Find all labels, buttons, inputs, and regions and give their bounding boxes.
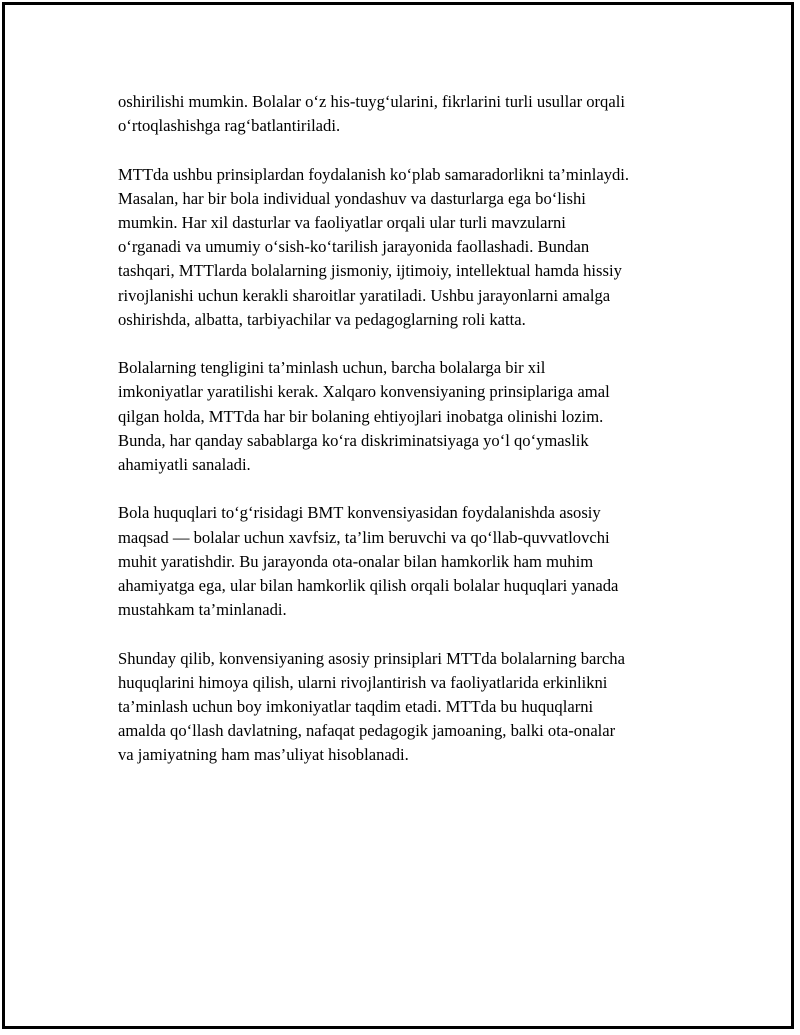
text-line: ahamiyatli sanaladi. [118, 455, 251, 475]
paragraph-5 [118, 647, 718, 768]
text-line: amalda qo‘llash davlatning, nafaqat pedagogik jamoaning, balki ota-onalar [118, 721, 616, 741]
text-line: Bolalarning tengligini ta’minlash uchun, barcha bolalarga bir xil [118, 358, 546, 378]
paragraph-2 [118, 163, 718, 332]
text-line: tashqari, MTTlarda bolalarning jismoniy, ijtimoiy, intellektual hamda hissiy [118, 261, 622, 281]
text-line: imkoniyatlar yaratilishi kerak. Xalqaro konvensiyaning prinsiplariga amal [118, 382, 610, 402]
document-body [118, 90, 718, 792]
text-line: qilgan holda, MTTda har bir bolaning ehtiyojlari inobatga olinishi lozim. [118, 406, 604, 426]
text-line: o‘rganadi va umumiy o‘sish-ko‘tarilish jarayonida faollashadi. Bundan [118, 237, 590, 257]
text-line: o‘rtoqlashishga rag‘batlantiriladi. [118, 116, 341, 136]
text-line: ahamiyatga ega, ular bilan hamkorlik qilish orqali bolalar huquqlari yanada [118, 576, 619, 596]
text-line: muhit yaratishdir. Bu jarayonda ota-onalar bilan hamkorlik ham muhim [118, 551, 594, 571]
text-line: va jamiyatning ham mas’uliyat hisoblanadi. [118, 745, 409, 765]
text-line: oshirilishi mumkin. Bolalar o‘z his-tuyg‘ularini, fikrlarini turli usullar orqali [118, 92, 625, 111]
paragraph-3 [118, 356, 718, 477]
paragraph-1 [118, 90, 718, 138]
text-line: rivojlanishi uchun kerakli sharoitlar yaratiladi. Ushbu jarayonlarni amalga [118, 285, 611, 305]
text-line: oshirishda, albatta, tarbiyachilar va pedagoglarning roli katta. [118, 309, 526, 329]
text-line: Masalan, har bir bola individual yondashuv va dasturlarga ega bo‘lishi [118, 188, 586, 208]
text-line: mustahkam ta’minlanadi. [118, 600, 287, 620]
text-line: ta’minlash uchun boy imkoniyatlar taqdim etadi. MTTda bu huquqlarni [118, 697, 594, 717]
text-line: huquqlarini himoya qilish, ularni rivojlantirish va faoliyatlarida erkinlikni [118, 672, 608, 692]
text-line: MTTda ushbu prinsiplardan foydalanish ko‘plab samaradorlikni ta’minlaydi. [118, 164, 630, 184]
text-line: Shunday qilib, konvensiyaning asosiy prinsiplari MTTda bolalarning barcha [118, 648, 625, 668]
text-line: mumkin. Har xil dasturlar va faoliyatlar orqali ular turli mavzularni [118, 213, 566, 232]
paragraph-4 [118, 501, 718, 622]
text-line: Bola huquqlari to‘g‘risidagi BMT konvensiyasidan foydalanishda asosiy [118, 503, 601, 523]
text-line: maqsad — bolalar uchun xavfsiz, ta’lim beruvchi va qo‘llab-quvvatlovchi [118, 527, 610, 547]
text-line: Bunda, har qanday sabablarga ko‘ra diskriminatsiyaga yo‘l qo‘ymaslik [118, 430, 589, 450]
